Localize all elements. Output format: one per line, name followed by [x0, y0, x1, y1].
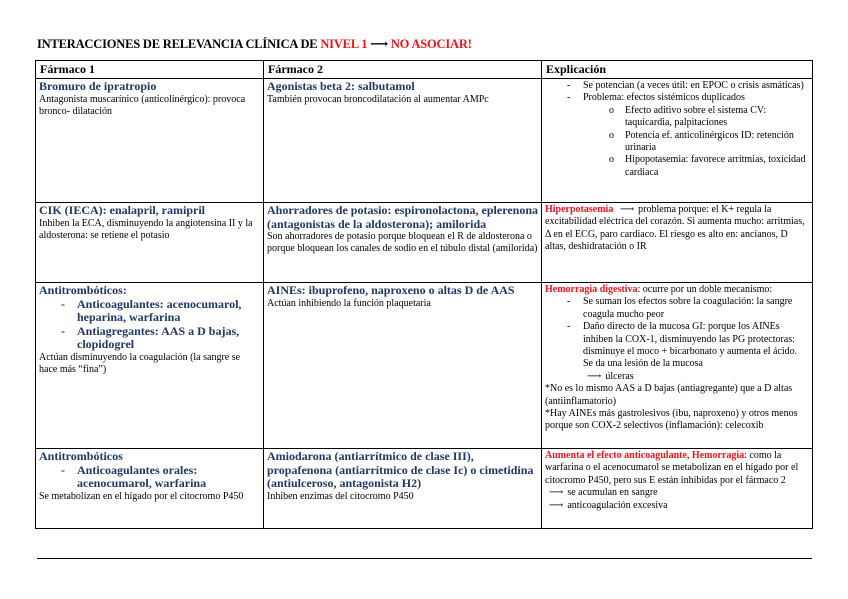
table-header-row: [36, 61, 813, 79]
row3-exp-list: [545, 296, 809, 383]
row4-f2-desc: Inhiben enzimas del citocromo P450: [267, 490, 414, 502]
table-row: [36, 449, 813, 529]
title-level: NIVEL 1: [320, 37, 368, 51]
row4-exp-text2: se acumulan en sangre: [567, 487, 658, 499]
title-arrow: ⟶: [370, 37, 388, 51]
row4-f2-title: Amiodarona (antiarrítmico de clase III), propafenona (antiarrítmico de clase Ic) o cimetidina (antiulceroso, antagonista H2): [267, 449, 534, 490]
row3-exp-arrow: ⟶: [587, 370, 602, 382]
row1-farmaco-1: [36, 79, 264, 203]
table-row: [36, 203, 813, 283]
row4-explicacion: [542, 449, 813, 529]
row2-exp-red: Hiperpotasemia: [545, 204, 614, 215]
row1-f1-desc: Antagonista muscarínico (anticolinérgico): provoca bronco- dilatación: [39, 93, 246, 117]
row3-exp-b2-text: Daño directo de la mucosa GI: porque los AINEs inhiben la COX-1, disminuyendo las PG protectoras: disminuye el moco + bicarbonato y aumenta el ácido. Se da una lesión de la mucosa: [583, 321, 798, 370]
row3-exp-intro: [545, 284, 809, 296]
row1-f2-desc: También provocan broncodilatación al aumentar AMPc: [267, 93, 489, 105]
row4-farmaco-1: [36, 449, 264, 529]
row3-f2-desc: Actúan inhibiendo la función plaquetaria: [267, 297, 431, 309]
row2-f1-desc: Inhiben la ECA, disminuyendo la angiotensina II y la aldosterona: se retiene el potasio: [39, 217, 253, 241]
row1-exp-b2-text: Problema: efectos sistémicos duplicados: [583, 92, 745, 104]
row3-exp-note2: *Hay AINEs más gastrolesivos (ibu, naproxeno) y otros menos porque son COX-2 selectivos (inflamación): celecoxib: [545, 408, 798, 432]
row1-explicacion: [542, 79, 813, 203]
row3-farmaco-1: [36, 283, 264, 449]
header-explicacion: Explicación: [542, 61, 813, 79]
row2-farmaco-2: [264, 203, 542, 283]
row2-explicacion: [542, 203, 813, 283]
row4-exp-text: : como la warfarina o el acenocumarol se metabolizan en el hígado por el citocromo P450, pero sus E están inhibidas por el fármaco 2: [545, 450, 799, 486]
row1-exp-list: [545, 80, 809, 179]
row3-exp-note1: *No es lo mismo AAS a D bajas (antiagregante) que a D altas (antiinflamatorio): [545, 383, 793, 407]
table-row: [36, 79, 813, 203]
header-farmaco-2: Fármaco 2: [264, 61, 542, 79]
row1-exp-sub1: o Efecto aditivo sobre el sistema CV: taquicardia, palpitaciones: [609, 105, 809, 130]
row4-f1-title: Antitrombóticos: [39, 449, 123, 463]
row1-exp-sub3: o Hipopotasemia: favorece arritmias, toxicidad cardiaca: [609, 154, 809, 179]
title-warning: NO ASOCIAR!: [390, 37, 472, 51]
row3-f1-item1: - Anticoagulantes: acenocumarol, heparina, warfarina: [61, 298, 260, 325]
row1-exp-b1: - Se potencian (a veces útil: en EPOC o crisis asmáticas): [567, 80, 809, 92]
row2-exp-arrow: ⟶: [619, 204, 635, 215]
row3-farmaco-2: [264, 283, 542, 449]
row4-f1-desc: Se metabolizan en el hígado por el citocromo P450: [39, 490, 244, 502]
row4-exp-text3: anticoagulación excesiva: [567, 499, 668, 511]
row2-f2-desc: Son ahorradores de potasio porque bloquean el R de aldosterona o porque bloquean los canales de sodio en el túbulo distal (amilorida): [267, 231, 538, 255]
row1-farmaco-2: [264, 79, 542, 203]
row3-exp-b2-end: úlceras: [605, 370, 634, 382]
interactions-table: [35, 60, 813, 529]
row1-exp-sub2: o Potencia ef. anticolinérgicos ID: retención urinaria: [609, 130, 809, 155]
table-row: [36, 283, 813, 449]
row3-f1-title: Antitrombóticos:: [39, 283, 127, 297]
row3-exp-b2: [567, 321, 809, 383]
row1-f1-title: Bromuro de ipratropio: [39, 79, 157, 93]
row3-f1-item2: - Antiagregantes: AAS a D bajas, clopidogrel: [61, 325, 260, 352]
row3-exp-b1: - Se suman los efectos sobre la coagulación: la sangre coagula mucho peor: [567, 296, 809, 321]
title-prefix: INTERACCIONES DE RELEVANCIA CLÍNICA DE: [37, 37, 321, 51]
row1-f2-title: Agonistas beta 2: salbutamol: [267, 79, 415, 93]
row1-exp-sublist: [583, 105, 809, 179]
row4-f1-item1: - Anticoagulantes orales: acenocumarol, warfarina: [61, 464, 260, 491]
row4-exp-arrow2: ⟶: [549, 499, 564, 511]
page-title: [37, 36, 472, 52]
row3-exp-red: Hemorragia digestiva: [545, 284, 638, 295]
row3-f2-title: AINEs: ibuprofeno, naproxeno o altas D de AAS: [267, 283, 515, 297]
row2-exp-text: problema porque: el K+ regula la excitabilidad eléctrica del corazón. Si aumenta mucho: arritmias, Δ en el ECG, paro cardiaco. El riesgo es alto en: ancianos, D altas, deshidratación o IR: [545, 204, 805, 253]
row3-f1-list: [39, 298, 260, 352]
row4-f1-list: [39, 464, 260, 491]
row1-exp-b2: [567, 92, 809, 179]
row3-f1-desc: Actúan disminuyendo la coagulación (la sangre se hace más “fina”): [39, 351, 241, 375]
row3-explicacion: [542, 283, 813, 449]
row4-exp-red: Aumenta el efecto anticoagulante, Hemorragia: [545, 450, 745, 461]
row2-f1-title: CIK (IECA): enalapril, ramipril: [39, 203, 205, 217]
row4-exp-arrow: ⟶: [549, 487, 564, 499]
row2-farmaco-1: [36, 203, 264, 283]
row2-f2-title: Ahorradores de potasio: espironolactona, eplerenona (antagonistas de la aldosterona); amilorida: [267, 203, 539, 231]
row3-exp-text: : ocurre por un doble mecanismo:: [637, 284, 773, 295]
header-farmaco-1: Fármaco 1: [36, 61, 264, 79]
row4-farmaco-2: [264, 449, 542, 529]
page-divider: [37, 558, 812, 559]
